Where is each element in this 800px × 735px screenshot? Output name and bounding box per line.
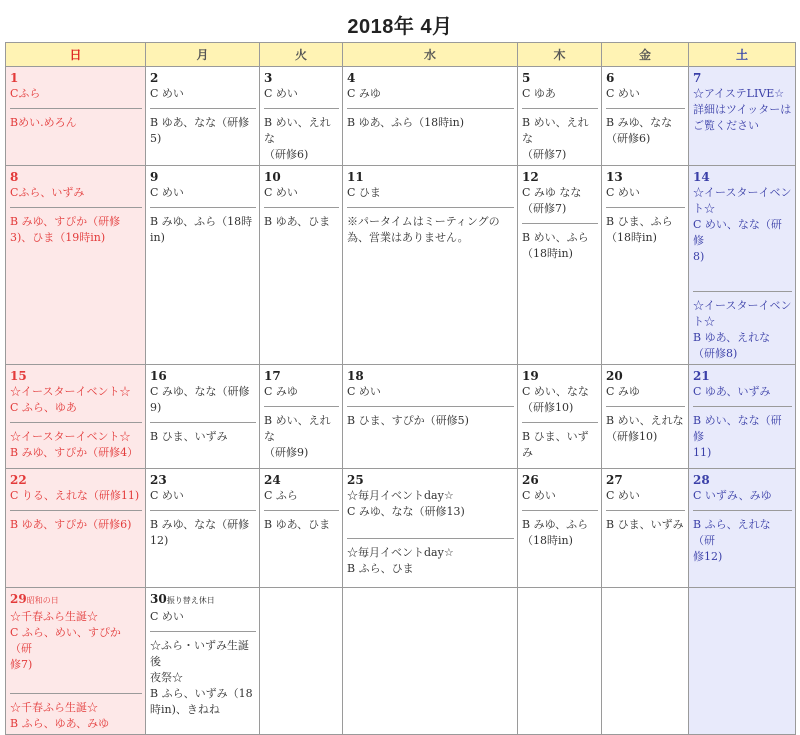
shift-line: B めい、ふら (522, 231, 589, 244)
day-number-row (347, 368, 514, 384)
weekday-header-mon: 月 (146, 43, 260, 67)
day-number: 25 (347, 473, 364, 487)
shift-line: C めい (264, 87, 298, 100)
day-cell (689, 67, 796, 166)
shift-line: C ふら (264, 489, 298, 502)
day-cell (518, 67, 602, 166)
holiday-note: 振り替え休日 (166, 596, 215, 605)
day-number-row (264, 368, 339, 384)
weekday-header-fri: 金 (602, 43, 689, 67)
shift-line: B ゆあ、ふら（18時in) (347, 116, 465, 129)
day-number: 12 (522, 170, 539, 184)
shift-line: （研修6) (264, 148, 309, 161)
day-number-row (693, 70, 792, 86)
empty-day-cell (260, 588, 343, 735)
shift-line: 9) (150, 401, 162, 414)
day-number: 19 (522, 369, 539, 383)
shift-line: C めい、なな (522, 385, 589, 398)
shift-line: C めい、なな（研修 (693, 218, 782, 247)
day-number-row (150, 169, 256, 185)
shift-divider (347, 108, 514, 109)
day-number: 9 (150, 170, 159, 184)
shift-line: （研修10) (522, 401, 574, 414)
shift-line: B ひま、いずみ (522, 430, 589, 459)
shift-line: ☆ふら・いずみ生誕後 (150, 639, 249, 668)
shift-line: （18時in) (522, 534, 573, 547)
shift-divider (10, 510, 142, 511)
shift-line: 11) (693, 446, 712, 459)
shift-divider (10, 207, 142, 208)
shift-divider (264, 207, 339, 208)
day-number-row (10, 472, 142, 488)
shift-line: C ふら、ゆあ (10, 401, 77, 414)
day-number-row (693, 368, 792, 384)
day-cell (602, 166, 689, 365)
shift-divider (347, 538, 514, 539)
shift-line: 時in)、きねね (150, 703, 220, 716)
day-number: 10 (264, 170, 281, 184)
shift-line: C ゆあ、いずみ (693, 385, 771, 398)
monthly-calendar (5, 42, 796, 735)
shift-line: C めい (264, 186, 298, 199)
day-number: 21 (693, 369, 710, 383)
shift-line: ☆毎月イベントday☆ (347, 546, 454, 559)
shift-line: B みゆ、ふら (522, 518, 589, 531)
shift-line: （研修9) (264, 446, 309, 459)
day-number-row (10, 368, 142, 384)
day-number-row (522, 368, 598, 384)
empty-day-cell (518, 588, 602, 735)
shift-line: C ふら、めい、すぴか（研 (10, 626, 121, 655)
shift-line: （18時in) (606, 231, 657, 244)
shift-line: B ゆあ、ひま (264, 215, 331, 228)
shift-line: B みゆ、なな（研修 (150, 518, 250, 531)
shift-line: B めい、なな（研修 (693, 414, 782, 443)
shift-line: B ゆあ、すぴか（研修6) (10, 518, 132, 531)
calendar-week-row (6, 469, 796, 588)
day-number: 22 (10, 473, 27, 487)
shift-divider (264, 406, 339, 407)
shift-line: 為、営業はありません。 (347, 231, 469, 244)
day-number: 30 (150, 592, 167, 606)
shift-divider (606, 108, 685, 109)
day-cell (602, 469, 689, 588)
shift-line: ☆イースターイベント☆ (10, 430, 131, 443)
shift-divider (606, 207, 685, 208)
day-number-row (606, 70, 685, 86)
day-cell (260, 365, 343, 469)
shift-line: B めい、えれな (264, 414, 331, 443)
shift-line: （18時in) (522, 247, 573, 260)
shift-line: B めい、えれな (522, 116, 589, 145)
day-number-row (10, 591, 142, 609)
day-cell (518, 166, 602, 365)
day-number-row (347, 472, 514, 488)
day-number-row (522, 70, 598, 86)
calendar-week-row (6, 588, 796, 735)
shift-line: B ふら、いずみ（18 (150, 687, 253, 700)
shift-divider (606, 510, 685, 511)
day-cell (343, 469, 518, 588)
day-cell (343, 365, 518, 469)
shift-line: ※パータイムはミーティングの (347, 215, 500, 228)
shift-divider (522, 108, 598, 109)
shift-divider (10, 108, 142, 109)
day-cell (602, 67, 689, 166)
day-number-row (264, 472, 339, 488)
shift-line: C めい (606, 489, 640, 502)
holiday-note: 昭和の日 (26, 596, 59, 605)
day-number: 17 (264, 369, 281, 383)
day-number: 11 (347, 170, 364, 184)
shift-line: B めい、えれな (606, 414, 684, 427)
day-number-row (347, 70, 514, 86)
shift-divider (264, 510, 339, 511)
shift-line: 3)、ひま（19時in) (10, 231, 106, 244)
shift-divider (10, 422, 142, 423)
day-number: 13 (606, 170, 623, 184)
day-number: 4 (347, 71, 356, 85)
shift-line: C みゆ (264, 385, 298, 398)
shift-line: （研修7) (522, 148, 567, 161)
shift-line: B ふら、えれな（研 (693, 518, 771, 547)
shift-line: C めい (522, 489, 556, 502)
calendar-week-row (6, 67, 796, 166)
shift-line: C ゆあ (522, 87, 556, 100)
day-cell (146, 166, 260, 365)
shift-line: 夜祭☆ (150, 671, 183, 684)
shift-divider (150, 631, 256, 632)
shift-line: 詳細はツイッターは (693, 103, 792, 116)
day-cell (6, 365, 146, 469)
day-number: 5 (522, 71, 531, 85)
calendar-week-row (6, 365, 796, 469)
day-number: 20 (606, 369, 623, 383)
day-cell (6, 67, 146, 166)
shift-divider (264, 108, 339, 109)
shift-line: Cふら、いずみ (10, 186, 85, 199)
shift-line: B ふら、ゆあ、みゆ (10, 717, 110, 730)
shift-line: B みゆ、すぴか（研修 (10, 215, 121, 228)
day-number-row (606, 472, 685, 488)
shift-line: ☆千春ふら生誕☆ (10, 610, 98, 623)
shift-divider (150, 422, 256, 423)
weekday-header-thu: 木 (518, 43, 602, 67)
shift-line: （研修6) (606, 132, 651, 145)
shift-line: C いずみ、みゆ (693, 489, 772, 502)
day-number-row (10, 169, 142, 185)
shift-line: B ひま、ふら (606, 215, 673, 228)
shift-line: B ゆあ、ひま (264, 518, 331, 531)
shift-line: B ゆあ、なな（研修 (150, 116, 250, 129)
day-cell (146, 365, 260, 469)
day-cell (343, 166, 518, 365)
shift-line: C めい (606, 186, 640, 199)
day-number: 8 (10, 170, 19, 184)
day-number: 16 (150, 369, 167, 383)
day-cell (146, 67, 260, 166)
shift-divider (10, 693, 142, 694)
shift-line: C ひま (347, 186, 381, 199)
shift-divider (347, 207, 514, 208)
shift-divider (522, 510, 598, 511)
day-number-row (150, 368, 256, 384)
day-number-row (150, 70, 256, 86)
day-number-row (693, 169, 792, 185)
day-number-row (264, 169, 339, 185)
day-cell (518, 365, 602, 469)
day-number-row (522, 472, 598, 488)
shift-line: Cふら (10, 87, 41, 100)
shift-line: 8) (693, 250, 705, 263)
day-cell (6, 166, 146, 365)
day-number-row (150, 472, 256, 488)
weekday-header-tue: 火 (260, 43, 343, 67)
day-cell (6, 588, 146, 735)
shift-line: B みゆ、なな (606, 116, 673, 129)
empty-day-cell (689, 588, 796, 735)
day-number: 7 (693, 71, 702, 85)
shift-divider (150, 207, 256, 208)
shift-line: C めい (150, 610, 184, 623)
day-number: 15 (10, 369, 27, 383)
shift-line: ☆イースターイベント☆ (693, 186, 792, 215)
shift-line: ☆毎月イベントday☆ (347, 489, 454, 502)
shift-line: C めい (150, 87, 184, 100)
day-number-row (10, 70, 142, 86)
day-number: 14 (693, 170, 710, 184)
day-number: 1 (10, 71, 19, 85)
shift-line: B ひま、いずみ (150, 430, 228, 443)
day-number-row (606, 169, 685, 185)
day-cell (6, 469, 146, 588)
day-cell (260, 67, 343, 166)
shift-line: ☆千春ふら生誕☆ (10, 701, 98, 714)
shift-divider (150, 108, 256, 109)
shift-divider (693, 510, 792, 511)
shift-divider (693, 291, 792, 292)
calendar-title: 2018年 4月 (347, 16, 453, 38)
day-cell (518, 469, 602, 588)
day-number: 23 (150, 473, 167, 487)
shift-line: B ふら、ひま (347, 562, 414, 575)
day-number: 3 (264, 71, 273, 85)
empty-day-cell (602, 588, 689, 735)
shift-divider (522, 422, 598, 423)
day-cell (260, 469, 343, 588)
shift-line: C みゆ、なな（研修 (150, 385, 250, 398)
shift-line: C みゆ (606, 385, 640, 398)
day-number: 18 (347, 369, 364, 383)
day-cell (260, 166, 343, 365)
day-number-row (606, 368, 685, 384)
shift-line: ☆イースターイベント☆ (693, 299, 792, 328)
shift-line: C めい (150, 489, 184, 502)
day-cell (689, 365, 796, 469)
shift-divider (693, 406, 792, 407)
day-number: 28 (693, 473, 710, 487)
shift-line: B みゆ、ふら（18時 (150, 215, 253, 228)
day-cell (146, 588, 260, 735)
shift-line: C みゆ (347, 87, 381, 100)
shift-line: C りる、えれな（研修11) (10, 489, 140, 502)
day-number: 27 (606, 473, 623, 487)
day-number-row (693, 472, 792, 488)
shift-line: ☆イースターイベント☆ (10, 385, 131, 398)
shift-divider (347, 406, 514, 407)
shift-line: （研修10) (606, 430, 658, 443)
day-cell (689, 469, 796, 588)
shift-line: B ひま、すぴか（研修5) (347, 414, 469, 427)
shift-divider (150, 510, 256, 511)
day-number: 6 (606, 71, 615, 85)
shift-line: C めい (347, 385, 381, 398)
shift-line: 12) (150, 534, 169, 547)
day-cell (602, 365, 689, 469)
shift-line: C めい (606, 87, 640, 100)
day-cell (689, 166, 796, 365)
shift-line: C めい (150, 186, 184, 199)
shift-line: 5) (150, 132, 162, 145)
shift-line: B ひま、いずみ (606, 518, 684, 531)
shift-line: C みゆ なな (522, 186, 582, 199)
day-number-row (522, 169, 598, 185)
empty-day-cell (343, 588, 518, 735)
shift-line: 修12) (693, 550, 723, 563)
shift-line: ☆アイステLIVE☆ (693, 87, 785, 100)
shift-divider (606, 406, 685, 407)
day-cell (146, 469, 260, 588)
day-number-row (264, 70, 339, 86)
day-number: 26 (522, 473, 539, 487)
weekday-header-sat: 土 (689, 43, 796, 67)
day-number: 24 (264, 473, 281, 487)
weekday-header-sun: 日 (6, 43, 146, 67)
shift-line: ご覧ください (693, 119, 759, 132)
shift-line: （研修7) (522, 202, 567, 215)
shift-line: Bめい.めろん (10, 116, 77, 129)
shift-line: B ゆあ、えれな（研修8) (693, 331, 771, 360)
shift-line: B みゆ、すぴか（研修4） (10, 446, 139, 459)
shift-line: 修7) (10, 658, 33, 671)
shift-divider (522, 223, 598, 224)
weekday-header-row (6, 43, 796, 67)
shift-line: B めい、えれな (264, 116, 331, 145)
weekday-header-wed: 水 (343, 43, 518, 67)
shift-line: in) (150, 231, 165, 244)
shift-line: C みゆ、なな（研修13) (347, 505, 465, 518)
day-number: 2 (150, 71, 159, 85)
day-cell (343, 67, 518, 166)
day-number: 29 (10, 592, 27, 606)
calendar-week-row (6, 166, 796, 365)
day-number-row (150, 591, 256, 609)
day-number-row (347, 169, 514, 185)
